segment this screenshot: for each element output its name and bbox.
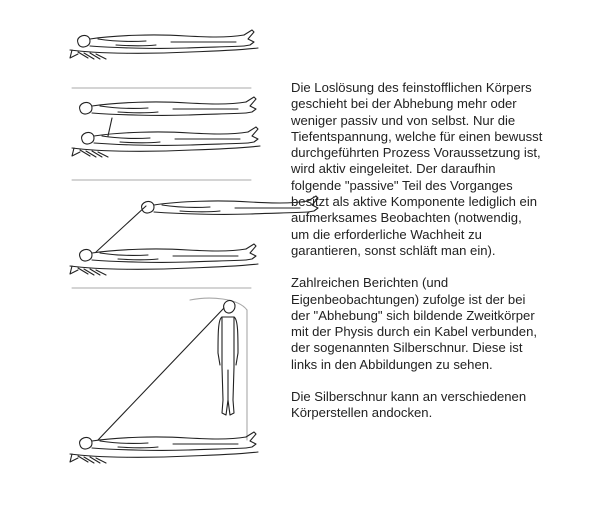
text-line: Die Silberschnur kann an verschiedenen: [291, 389, 527, 405]
text-line: Eigenbeobachtungen) zufolge ist der bei: [291, 291, 526, 307]
text-line: aufmerksames Beobachten (notwendig,: [291, 210, 522, 226]
text-line: der sogenannten Silberschnur. Diese ist: [291, 340, 523, 356]
text-line: garantieren, sonst schläft man ein).: [291, 242, 496, 258]
description-text: [291, 80, 591, 422]
panel-2-silver-cord: [108, 118, 112, 136]
text-line: geschieht bei der Abhebung mehr oder: [291, 96, 517, 112]
text-line: Zahlreichen Berichten (und: [291, 275, 449, 291]
panel-4-silver-cord: [98, 308, 224, 440]
text-line: Körperstellen andocken.: [291, 405, 433, 421]
text-line: folgende "passive" Teil des Vorganges: [291, 177, 513, 193]
text-line: wird aktiv eingeleitet. Der daraufhin: [291, 161, 496, 177]
panel-1-lying-body: [70, 30, 258, 59]
text-line: links in den Abbildungen zu sehen.: [291, 356, 493, 372]
panel-2-lifting-body: [72, 97, 260, 157]
panel-3-floating-body: [70, 196, 318, 275]
paragraph-reports: [291, 275, 591, 373]
text-line: besitzt als aktive Komponente lediglich ein: [291, 194, 538, 210]
panel-3-silver-cord: [96, 206, 146, 252]
paragraph-docking: [291, 389, 591, 422]
text-line: mit der Physis durch ein Kabel verbunden,: [291, 324, 538, 340]
text-line: Die Loslösung des feinstofflichen Körpers: [291, 80, 532, 95]
text-line: weniger passiv und von selbst. Nur die: [291, 112, 516, 128]
panel-dividers: [72, 88, 251, 288]
text-line: durchgeführten Prozess Voraussetzung ist,: [291, 145, 541, 161]
text-line: Tiefentspannung, welche für einen bewusst: [291, 128, 543, 144]
text-line: um die erforderliche Wachheit zu: [291, 226, 482, 242]
paragraph-detachment: [291, 80, 591, 259]
panel-4-frame-right: [190, 298, 247, 440]
text-line: der "Abhebung" sich bildende Zweitkörper: [291, 307, 535, 323]
panel-4-standing-body: [70, 298, 258, 463]
